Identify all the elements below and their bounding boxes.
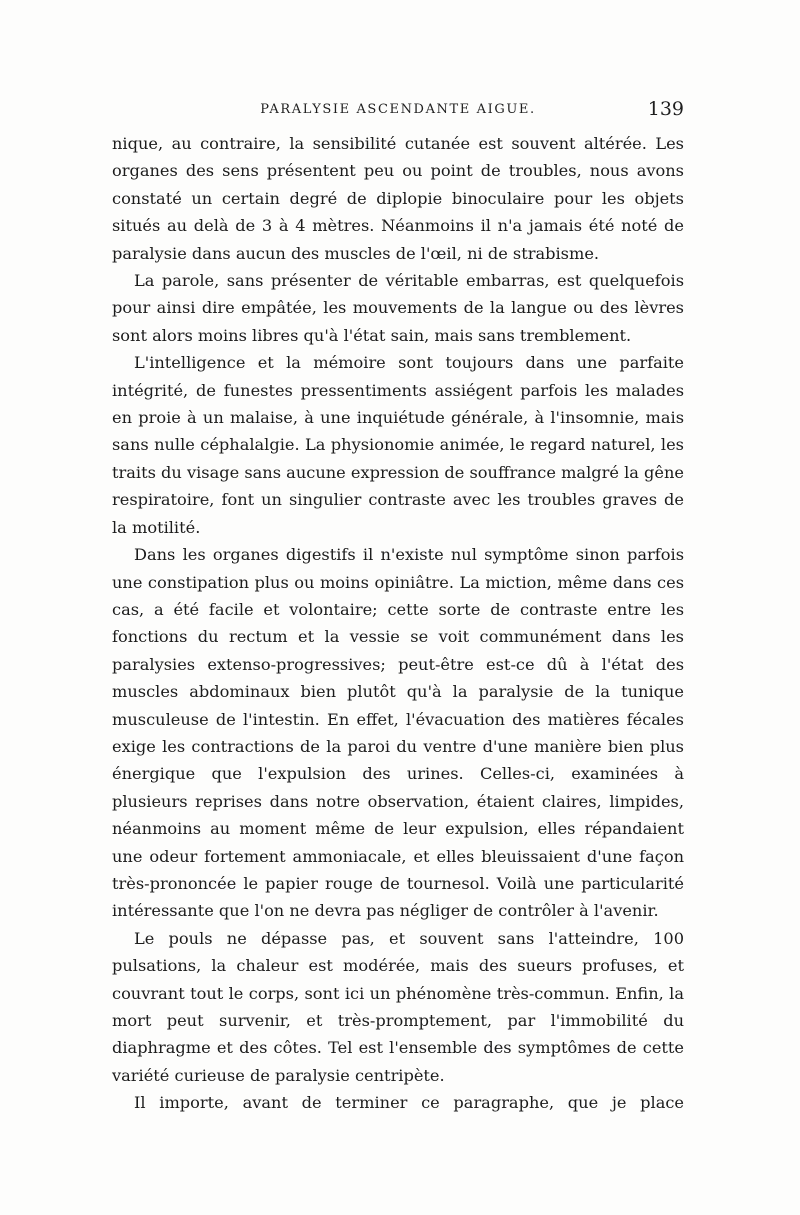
- paragraph-parole: La parole, sans présenter de véritable embarras, est quelquefois pour ainsi dire empâtée, les mouvements de la langue ou des lèvres sont alors moins libres qu'à l'état sain, mais sans tremblement.: [112, 271, 684, 345]
- body-text: [112, 130, 684, 1117]
- paragraph-pouls: Le pouls ne dépasse pas, et souvent sans l'atteindre, 100 pulsations, la chaleur est modérée, mais des sueurs profuses, et couvrant tout le corps, sont ici un phénomène très-commun. Enfin, la mort peut survenir, et très-promptement, par l'immobilité du diaphragme et des côtes. Tel est l'ensemble des symptômes de cette variété curieuse de paralysie centripète.: [112, 928, 684, 1085]
- paragraph-intelligence: L'intelligence et la mémoire sont toujours dans une parfaite intégrité, de funestes pressentiments assiégent parfois les malades en proie à un malaise, à une inquiétude générale, à l'insomnie, mais sans nulle céphalalgie. La physionomie animée, le regard naturel, les traits du visage sans aucune expression de souffrance malgré la gêne respiratoire, font un singulier contraste avec les troubles graves de la motilité.: [112, 353, 684, 537]
- running-title: PARALYSIE ASCENDANTE AIGUE.: [260, 102, 536, 117]
- running-head: [112, 98, 684, 122]
- paragraph-importe: Il importe, avant de terminer ce paragraphe, que je place: [134, 1093, 684, 1113]
- paragraph-digestifs: Dans les organes digestifs il n'existe nul symptôme sinon parfois une constipation plus ou moins opiniâtre. La miction, même dans ces cas, a été facile et volontaire; cette sorte de contraste entre les fonctions du rectum et la vessie se voit communément dans les paralysies extenso-progressives; peut-être est-ce dû à l'état des muscles abdominaux bien plutôt qu'à la paralysie de la tunique musculeuse de l'intestin. En effet, l'évacuation des matières fécales exige les contractions de la paroi du ventre d'une manière bien plus énergique que l'expulsion des urines. Celles-ci, examinées à plusieurs reprises dans notre observation, étaient claires, limpides, néanmoins au moment même de leur expulsion, elles répandaient une odeur fortement ammoniacale, et elles bleuissaient d'une façon très-prononcée le papier rouge de tournesol. Voilà une particularité intéressante que l'on ne devra pas négliger de contrôler à l'avenir.: [112, 545, 684, 921]
- page-number: 139: [647, 98, 684, 120]
- paragraph-continued: nique, au contraire, la sensibilité cutanée est souvent altérée. Les organes des sens présentent peu ou point de troubles, nous avons constaté un certain degré de diplopie binoculaire pour les objets situés au delà de 3 à 4 mètres. Néanmoins il n'a jamais été noté de paralysie dans aucun des muscles de l'œil, ni de strabisme.: [112, 134, 684, 263]
